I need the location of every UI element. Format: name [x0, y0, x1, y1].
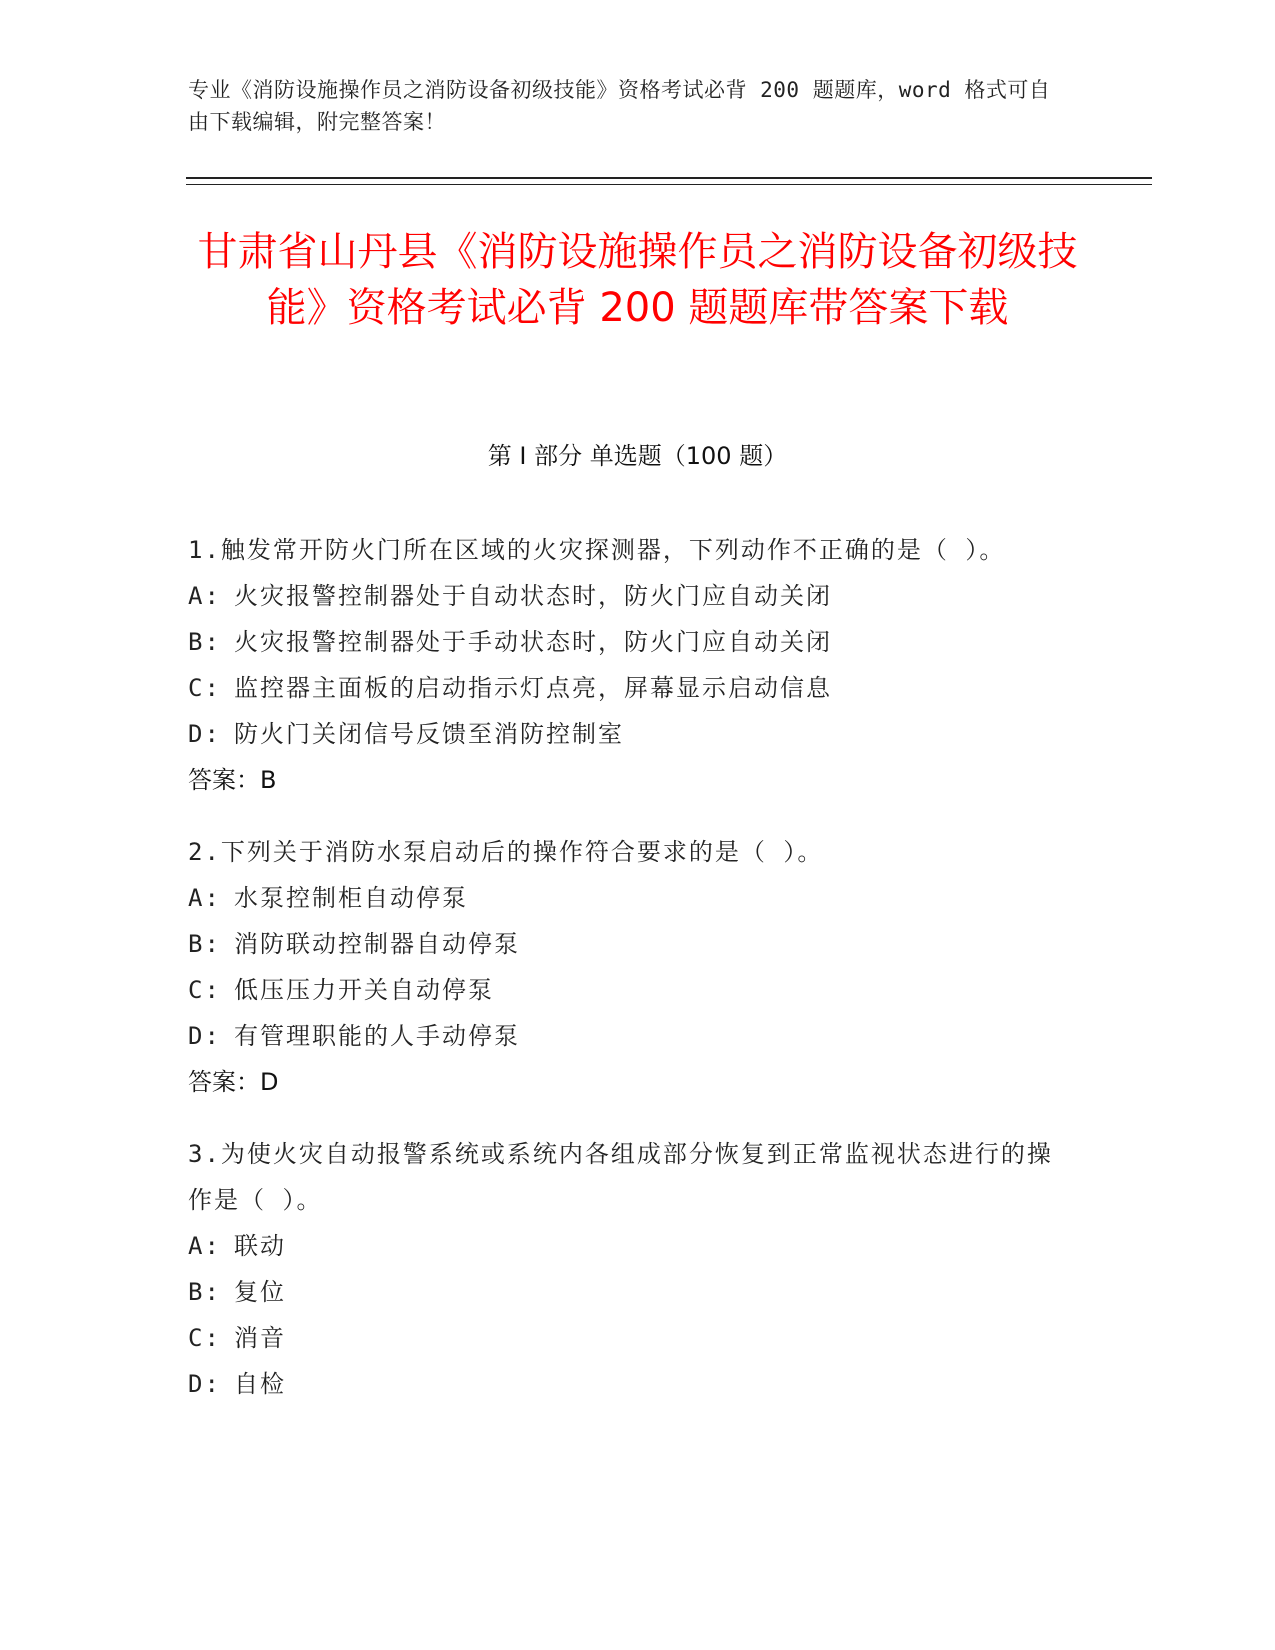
option-key: A: — [188, 1232, 221, 1260]
option-text: 火灾报警控制器处于手动状态时，防火门应自动关闭 — [234, 628, 832, 656]
option-key: C: — [188, 674, 221, 702]
question-list — [188, 527, 1068, 1433]
option-text: 有管理职能的人手动停泵 — [234, 1022, 520, 1050]
option-text: 自检 — [234, 1370, 286, 1398]
question-3 — [188, 1131, 1068, 1407]
option-b — [188, 619, 1068, 665]
option-b — [188, 1269, 1068, 1315]
option-key: C: — [188, 976, 221, 1004]
option-d — [188, 711, 1068, 757]
answer-line: 答案：D — [188, 1068, 279, 1096]
question-stem: 3.为使火灾自动报警系统或系统内各组成部分恢复到正常监视状态进行的操作是（ ）。 — [188, 1140, 1053, 1214]
option-d — [188, 1361, 1068, 1407]
option-b — [188, 921, 1068, 967]
option-key: A: — [188, 582, 221, 610]
header-divider-thick — [186, 177, 1152, 179]
question-1 — [188, 527, 1068, 803]
option-text: 监控器主面板的启动指示灯点亮，屏幕显示启动信息 — [234, 674, 832, 702]
option-c — [188, 665, 1068, 711]
option-a — [188, 573, 1068, 619]
document-title: 甘肃省山丹县《消防设施操作员之消防设备初级技能》资格考试必背 200 题题库带答案下载 — [197, 229, 1078, 331]
option-a — [188, 1223, 1068, 1269]
option-key: B: — [188, 1278, 221, 1306]
header-note: 专业《消防设施操作员之消防设备初级技能》资格考试必背 200 题题库，word 格式可自由下载编辑，附完整答案！ — [188, 78, 1051, 134]
option-key: D: — [188, 1370, 221, 1398]
option-key: C: — [188, 1324, 221, 1352]
option-key: B: — [188, 628, 221, 656]
option-text: 消音 — [234, 1324, 286, 1352]
option-key: A: — [188, 884, 221, 912]
option-key: B: — [188, 930, 221, 958]
question-2 — [188, 829, 1068, 1105]
question-stem: 2.下列关于消防水泵启动后的操作符合要求的是（ ）。 — [188, 838, 824, 866]
option-c — [188, 1315, 1068, 1361]
option-text: 火灾报警控制器处于自动状态时，防火门应自动关闭 — [234, 582, 832, 610]
option-c — [188, 967, 1068, 1013]
question-stem: 1.触发常开防火门所在区域的火灾探测器，下列动作不正确的是（ ）。 — [188, 536, 1006, 564]
option-text: 低压压力开关自动停泵 — [234, 976, 494, 1004]
option-text: 复位 — [234, 1278, 286, 1306]
option-text: 消防联动控制器自动停泵 — [234, 930, 520, 958]
option-text: 水泵控制柜自动停泵 — [234, 884, 468, 912]
option-text: 防火门关闭信号反馈至消防控制室 — [234, 720, 624, 748]
option-d — [188, 1013, 1068, 1059]
option-a — [188, 875, 1068, 921]
option-text: 联动 — [234, 1232, 286, 1260]
answer-line: 答案：B — [188, 766, 277, 794]
section-heading: 第 I 部分 单选题（100 题） — [487, 442, 788, 470]
option-key: D: — [188, 1022, 221, 1050]
header-divider-thin — [186, 184, 1152, 185]
option-key: D: — [188, 720, 221, 748]
